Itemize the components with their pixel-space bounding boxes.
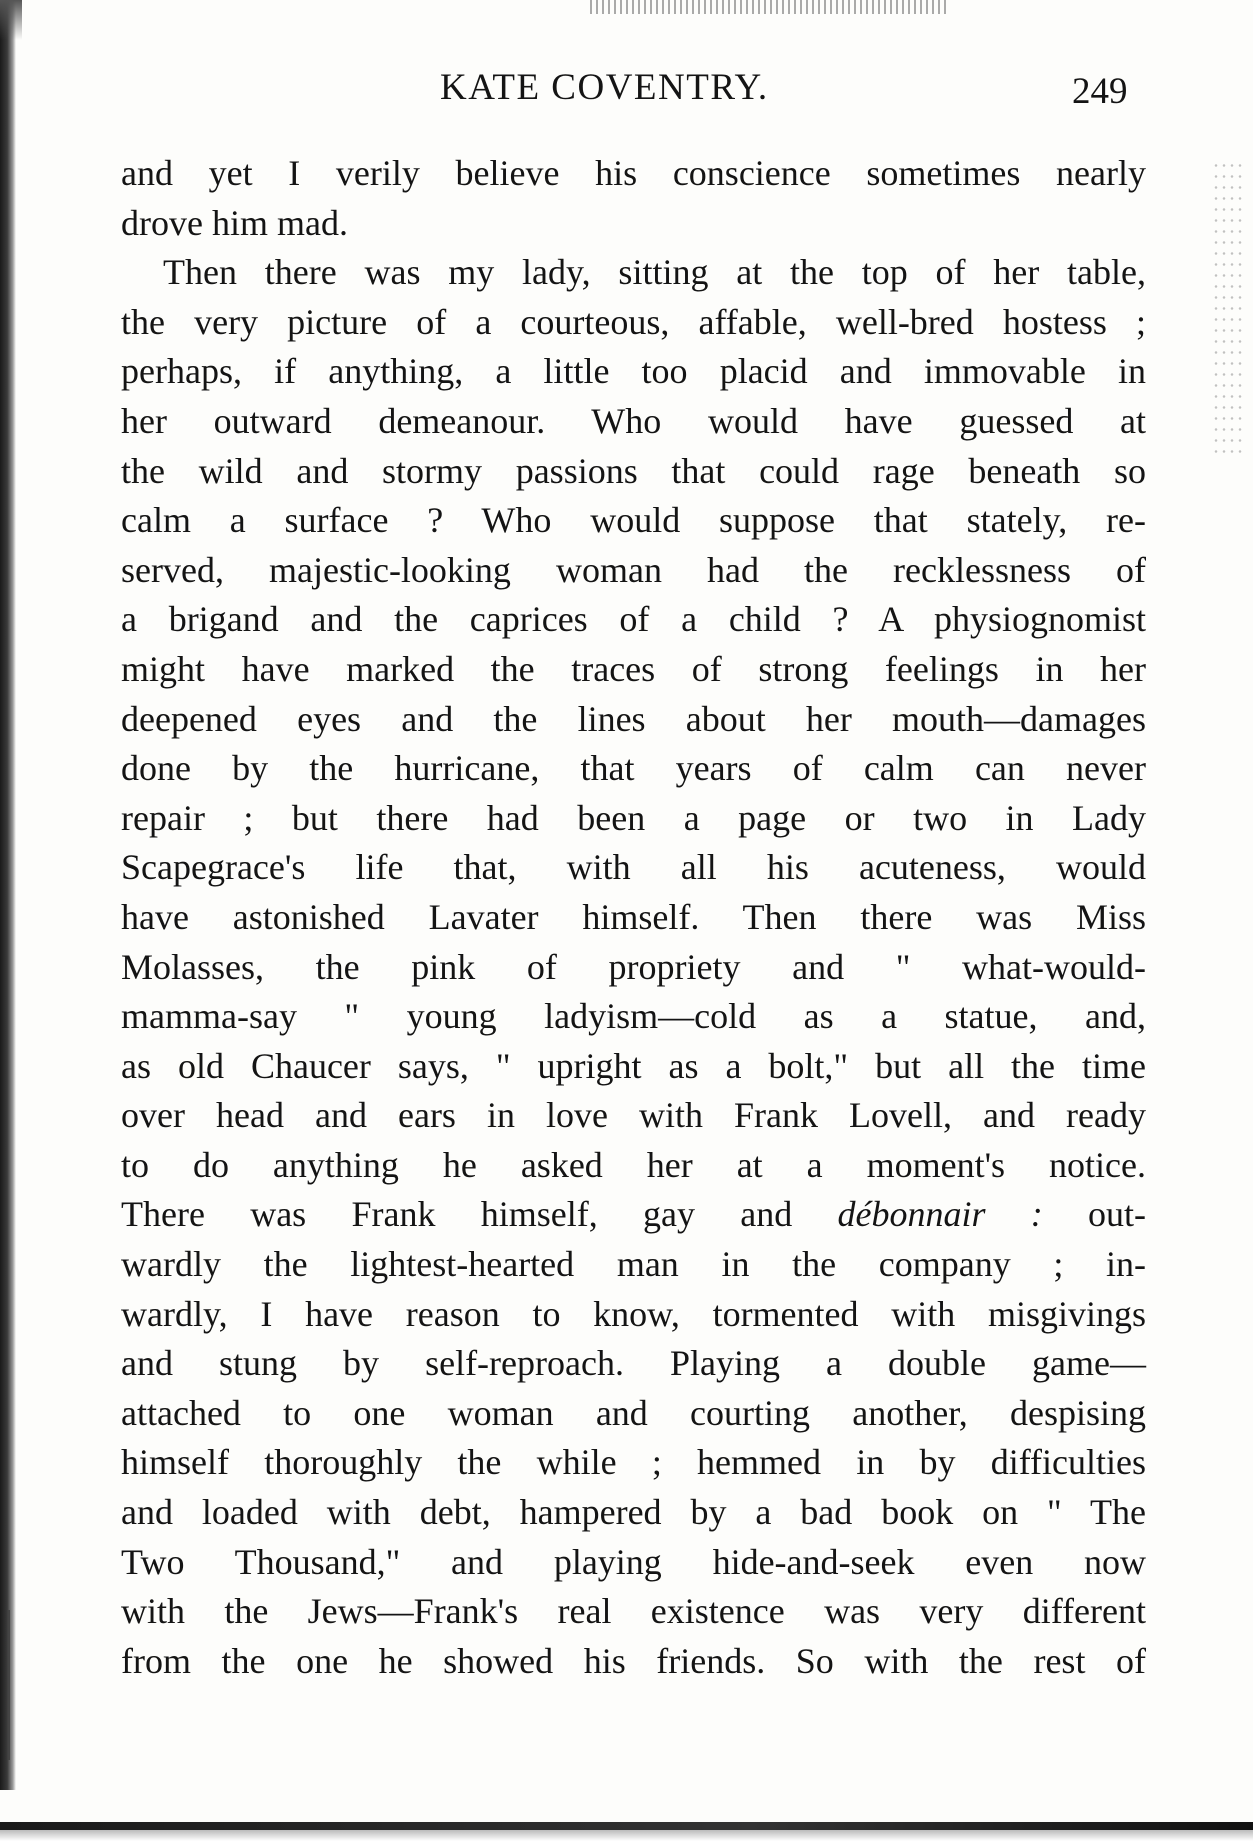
text-line: might have marked the traces of strong feelings in her	[121, 648, 1146, 689]
text-line: himself thoroughly the while ; hemmed in by difficulties	[121, 1442, 1146, 1483]
text-line: as old Chaucer says, " upright as a bolt," but all the time	[121, 1045, 1146, 1086]
text-line: attached to one woman and courting another, despising	[121, 1392, 1146, 1433]
text-line: Two Thousand," and playing hide-and-seek even now	[121, 1541, 1146, 1582]
italic-debonnair: débonnair :	[837, 1194, 1043, 1235]
paragraph-start-line: Then there was my lady, sitting at the top of her table,	[163, 252, 1146, 293]
text-line: have astonished Lavater himself. Then there was Miss	[121, 896, 1146, 937]
text-line: the wild and stormy passions that could rage beneath so	[121, 450, 1146, 491]
running-title: KATE COVENTRY.	[440, 67, 769, 108]
text-line: wardly, I have reason to know, tormented with misgivings	[121, 1293, 1146, 1334]
text-line: a brigand and the caprices of a child ? A physiognomist	[121, 599, 1146, 640]
text-line: served, majestic-looking woman had the recklessness of	[121, 549, 1146, 590]
text-line: repair ; but there had been a page or two in Lady	[121, 797, 1146, 838]
text-line: deepened eyes and the lines about her mouth—damages	[121, 698, 1146, 739]
text-line-with-italic	[121, 1190, 1146, 1240]
scan-bottom-shadow	[0, 1830, 1253, 1841]
text-line: mamma-say " young ladyism—cold as a statue, and,	[121, 996, 1146, 1037]
text-line: wardly the lightest-hearted man in the company ; in-	[121, 1244, 1146, 1285]
text-line: perhaps, if anything, a little too placid and immovable in	[121, 351, 1146, 392]
line-22-after: out-	[1088, 1194, 1147, 1235]
text-line: her outward demeanour. Who would have guessed at	[121, 400, 1146, 441]
scan-speckle-right	[1212, 160, 1242, 460]
text-line: and loaded with debt, hampered by a bad book on " The	[121, 1492, 1146, 1533]
text-line: and yet I verily believe his conscience sometimes nearly	[121, 153, 1146, 193]
text-line: from the one he showed his friends. So with the rest of	[121, 1640, 1146, 1681]
scan-stray-mark	[8, 1610, 10, 1760]
text-line: calm a surface ? Who would suppose that stately, re-	[121, 500, 1146, 541]
text-line: with the Jews—Frank's real existence was very different	[121, 1591, 1146, 1632]
body-text	[121, 149, 1146, 1686]
text-line: over head and ears in love with Frank Lovell, and ready	[121, 1095, 1146, 1136]
text-line: drove him mad.	[121, 202, 348, 243]
text-line: Molasses, the pink of propriety and " what-would-	[121, 946, 1146, 987]
scan-bottom-edge	[0, 1822, 1253, 1830]
binding-top-shadow	[0, 0, 22, 40]
scan-speckle-top	[590, 0, 950, 14]
text-line: the very picture of a courteous, affable, well-bred hostess ;	[121, 301, 1146, 342]
page-header	[0, 66, 1253, 126]
text-line: Scapegrace's life that, with all his acuteness, would	[121, 847, 1146, 888]
line-22-before: There was Frank himself, gay and	[121, 1194, 793, 1235]
text-line: to do anything he asked her at a moment's notice.	[121, 1144, 1146, 1185]
text-line: done by the hurricane, that years of calm can never	[121, 748, 1146, 789]
text-line: and stung by self-reproach. Playing a double game—	[121, 1343, 1146, 1384]
page-number: 249	[1072, 71, 1128, 112]
binding-shadow	[0, 0, 16, 1790]
